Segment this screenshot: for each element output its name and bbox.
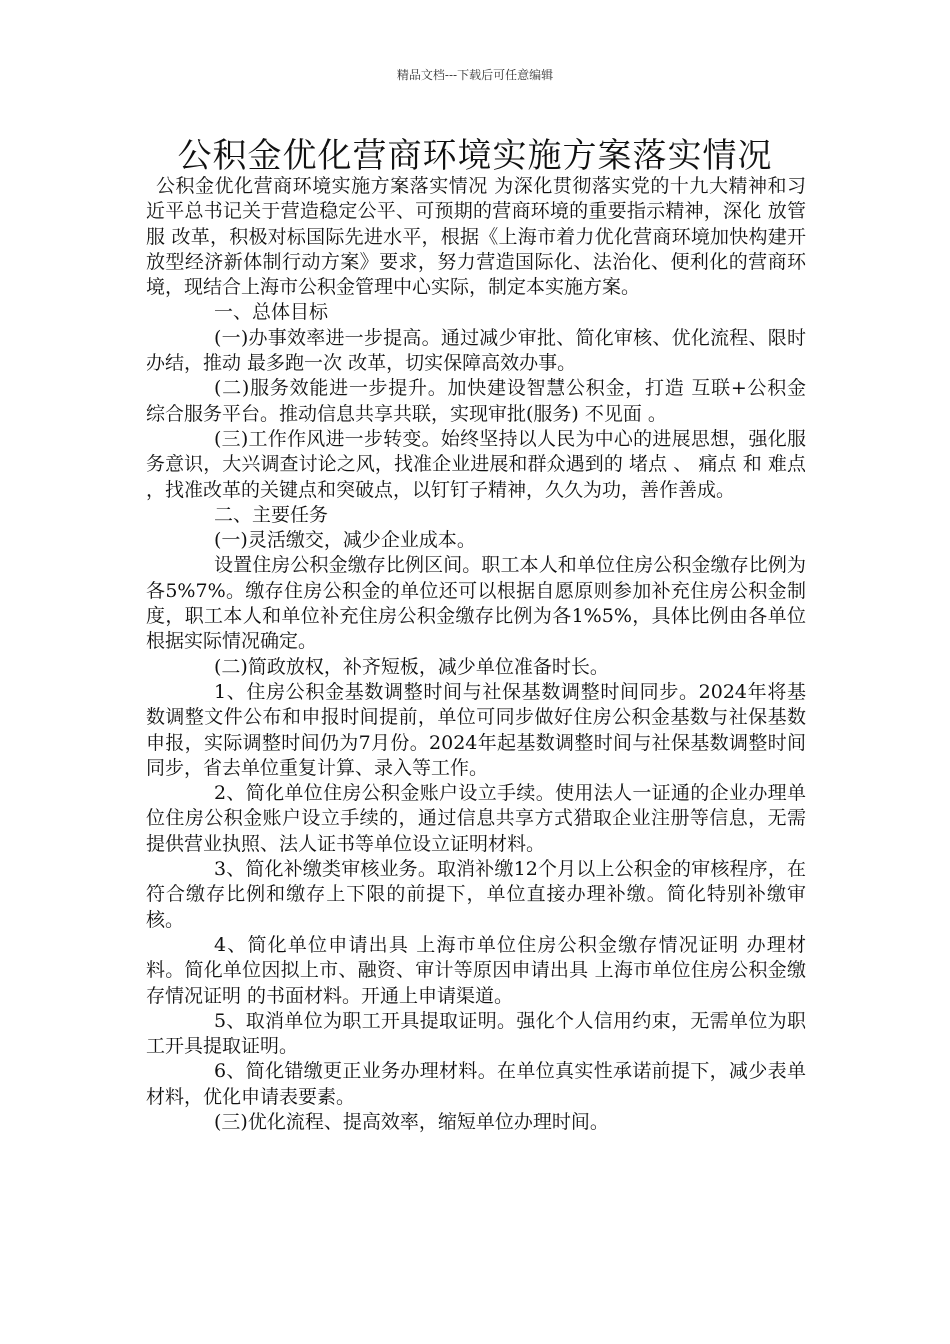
paragraph-item-2: 2、简化单位住房公积金账户设立手续。使用法人一证通的企业办理单位住房公积金账户设立手续的，通过信息共享方式猎取企业注册等信息，无需提供营业执照、法人证书等单位设立证明材料。 xyxy=(146,782,806,855)
document-title: 公积金优化营商环境实施方案落实情况 xyxy=(177,136,773,176)
paragraph-goal-3: (三)工作作风进一步转变。始终坚持以人民为中心的进展思想，强化服务意识，大兴调查讨论之风，找准企业进展和群众遇到的 堵点 、 痛点 和 难点 ，找准改革的关键点和突破点，以钉钉子精神，久久为功，善作善成。 xyxy=(146,427,806,501)
paragraph-item-4: 4、简化单位申请出具 上海市单位住房公积金缴存情况证明 办理材料。简化单位因拟上市、融资、审计等原因申请出具 上海市单位住房公积金缴存情况证明 的书面材料。开通上申请渠道。 xyxy=(146,933,806,1007)
subheading-task-1: (一)灵活缴交，减少企业成本。 xyxy=(214,529,476,552)
paragraph-item-6: 6、简化错缴更正业务办理材料。在单位真实性承诺前提下，减少表单材料，优化申请表要素。 xyxy=(146,1060,806,1108)
subheading-task-2: (二)简政放权，补齐短板，减少单位准备时长。 xyxy=(214,655,609,678)
paragraph-item-3: 3、简化补缴类审核业务。取消补缴12个月以上公积金的审核程序，在符合缴存比例和缴存上下限的前提下，单位直接办理补缴。简化特别补缴审核。 xyxy=(146,858,806,931)
paragraph-intro: 公积金优化营商环境实施方案落实情况 为深化贯彻落实党的十九大精神和习近平总书记关于营造稳定公平、可预期的营商环境的重要指示精神，深化 放管服 改革，积极对标国际先进水平，根据《上海市着力优化营商环境加快构建开放型经济新体制行动方案》要求，努力营造国际化、法治化、便利化的营商环境，现结合上海市公积金管理中心实际，制定本实施方案。 xyxy=(146,175,806,299)
paragraph-item-1: 1、住房公积金基数调整时间与社保基数调整时间同步。2024年将基数调整文件公布和申报时间提前，单位可同步做好住房公积金基数与社保基数申报，实际调整时间仍为7月份。2024年起基数调整时间与社保基数调整时间同步，省去单位重复计算、录入等工作。 xyxy=(146,680,806,779)
paragraph-goal-1: (一)办事效率进一步提高。通过减少审批、简化审核、优化流程、限时办结，推动 最多跑一次 改革，切实保障高效办事。 xyxy=(146,326,806,375)
paragraph-goal-2: (二)服务效能进一步提升。加快建设智慧公积金，打造 互联+公积金 综合服务平台。推动信息共享共联，实现审批(服务) 不见面 。 xyxy=(146,377,806,425)
paragraph-item-5: 5、取消单位为职工开具提取证明。强化个人信用约束，无需单位为职工开具提取证明。 xyxy=(146,1009,806,1058)
section-heading-goals: 一、总体目标 xyxy=(214,301,329,324)
document-body xyxy=(146,174,806,1135)
paragraph-task-1: 设置住房公积金缴存比例区间。职工本人和单位住房公积金缴存比例为各5%7%。缴存住房公积金的单位还可以根据自愿原则参加补充住房公积金制度，职工本人和单位补充住房公积金缴存比例为各1%5%，具体比例由各单位根据实际情况确定。 xyxy=(146,554,806,653)
subheading-task-3: (三)优化流程、提高效率，缩短单位办理时间。 xyxy=(214,1110,609,1133)
page-header: 精品文档---下载后可任意编辑 xyxy=(396,68,554,82)
section-heading-tasks: 二、主要任务 xyxy=(214,503,329,526)
